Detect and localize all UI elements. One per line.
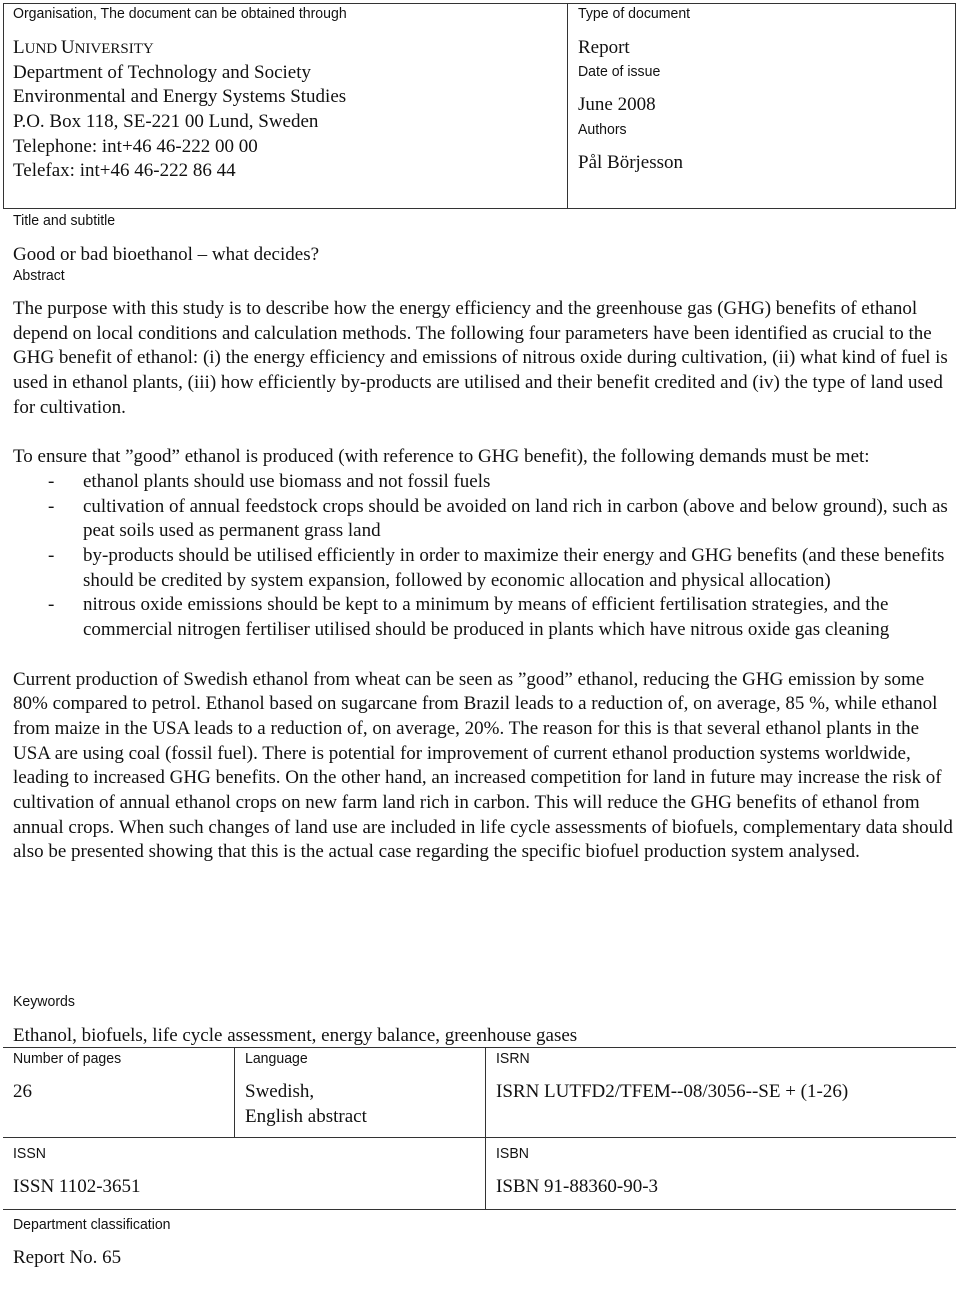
isrn-value: ISRN LUTFD2/TFEM--08/3056--SE + (1-26): [496, 1081, 849, 1102]
title-label: Title and subtitle: [13, 212, 116, 229]
frame-top-line: [3, 3, 956, 4]
isbn-value: ISBN 91-88360-90-3: [496, 1176, 659, 1197]
language-label: Language: [245, 1050, 308, 1067]
address-line: Telephone: int+46 46-222 00 00: [13, 135, 258, 157]
demands-list: [13, 470, 953, 643]
list-item: [13, 470, 953, 495]
list-dash: -: [48, 594, 55, 616]
list-item-text: nitrous oxide emissions should be kept to a minimum by means of efficient fertilisation strategies, and the commercial nitrogen fertiliser utilised should be produced in plants which have nitrous oxide gas cleaning: [83, 594, 890, 641]
list-item-text: by-products should be utilised efficiently in order to maximize their energy and GHG benefits (and these benefits should be credited by system expansion, followed by economic allocation and physical allocation): [83, 545, 945, 591]
issn-value: ISSN 1102-3651: [13, 1176, 141, 1197]
list-dash: -: [48, 545, 55, 567]
org-name-initial: L: [13, 37, 25, 58]
isrn-label: ISRN: [496, 1050, 530, 1067]
date-of-issue-label: Date of issue: [578, 63, 661, 80]
address-line: Telefax: int+46 46-222 86 44: [13, 160, 236, 182]
keywords-label: Keywords: [13, 993, 75, 1010]
header-bottom-line: [3, 208, 956, 209]
abstract-paragraph: Current production of Swedish ethanol from wheat can be seen as ”good” ethanol, reducing the GHG emission by some 80% compared to petrol. Ethanol based on sugarcane from Brazil leads to a reduction of, on average, 85 %, while ethanol from maize in the USA leads to a reduction of, on average, 20%. The reason for this is that several ethanol plants in the USA are using coal (fossil fuel). There is potential for improvement of current ethanol production systems worldwide, leading to increased GHG benefits. On the other hand, an increased competition for land in future may increase the risk of cultivation of annual ethanol crops on new farm land rich in carbon. This will reduce the GHG benefits of ethanol from annual crops. When such changes of land use are included in life cycle assessments of biofuels, complementary data should also be presented showing that this is the actual case regarding the specific biofuel production system analysed.: [13, 668, 953, 863]
abstract-label: Abstract: [13, 267, 65, 284]
header-divider-line: [567, 3, 568, 208]
date-of-issue-value: June 2008: [578, 94, 656, 115]
abstract-body: [13, 297, 953, 865]
abstract-paragraph: The purpose with this study is to describe how the energy efficiency and the greenhouse gas (GHG) benefits of ethanol depend on local conditions and calculation methods. The following four parameters have been identified as crucial to the GHG benefit of ethanol: (i) the energy efficiency and emissions of nitrous oxide during cultivation, (ii) what kind of fuel is used in ethanol plants, (iii) how efficiently by-products are utilised and their benefit credited and (iv) the type of land used for cultivation.: [13, 298, 948, 418]
address-line: P.O. Box 118, SE-221 00 Lund, Sweden: [13, 110, 319, 132]
list-dash: -: [48, 470, 55, 492]
org-name-part1: UND: [24, 41, 61, 57]
organisation-name: [13, 36, 154, 61]
list-item-text: cultivation of annual feedstock crops should be avoided on land rich in carbon (above and below ground), such as peat soils used as permanent grass land: [83, 495, 948, 542]
type-of-document-value: Report: [578, 37, 630, 58]
org-name-part2: NIVERSITY: [74, 41, 154, 57]
list-item-text: ethanol plants should use biomass and not fossil fuels: [83, 470, 491, 492]
issn-top-line: [3, 1137, 956, 1138]
issn-label: ISSN: [13, 1145, 46, 1162]
organisation-address: [13, 61, 346, 185]
language-value-line: English abstract: [245, 1105, 367, 1127]
address-line: Department of Technology and Society: [13, 61, 312, 83]
number-of-pages-label: Number of pages: [13, 1050, 122, 1067]
isrn-divider-line: [485, 1047, 486, 1209]
document-title: Good or bad bioethanol – what decides?: [13, 244, 320, 265]
dept-top-line: [3, 1209, 956, 1210]
department-classification-label: Department classification: [13, 1216, 171, 1233]
list-item: [13, 593, 953, 642]
abstract-demands-intro: To ensure that ”good” ethanol is produced (with reference to GHG benefit), the following demands must be met:: [13, 446, 870, 468]
authors-value: Pål Börjesson: [578, 152, 684, 173]
frame-left-line: [3, 3, 4, 208]
department-classification-value: Report No. 65: [13, 1247, 122, 1268]
type-of-document-label: Type of document: [578, 5, 691, 22]
pages-divider-line: [234, 1047, 235, 1137]
list-dash: -: [48, 495, 55, 517]
number-of-pages-value: 26: [13, 1081, 32, 1102]
organisation-label: Organisation, The document can be obtained through: [13, 5, 347, 22]
list-item: [13, 495, 953, 544]
list-item: [13, 544, 953, 593]
authors-label: Authors: [578, 121, 627, 138]
keywords-value: Ethanol, biofuels, life cycle assessment, energy balance, greenhouse gases: [13, 1025, 578, 1046]
address-line: Environmental and Energy Systems Studies: [13, 86, 347, 108]
org-name-u: U: [60, 37, 75, 58]
language-value-line: Swedish,: [245, 1081, 315, 1102]
isbn-label: ISBN: [496, 1145, 529, 1162]
frame-right-line: [955, 3, 956, 208]
language-value: [245, 1080, 367, 1129]
